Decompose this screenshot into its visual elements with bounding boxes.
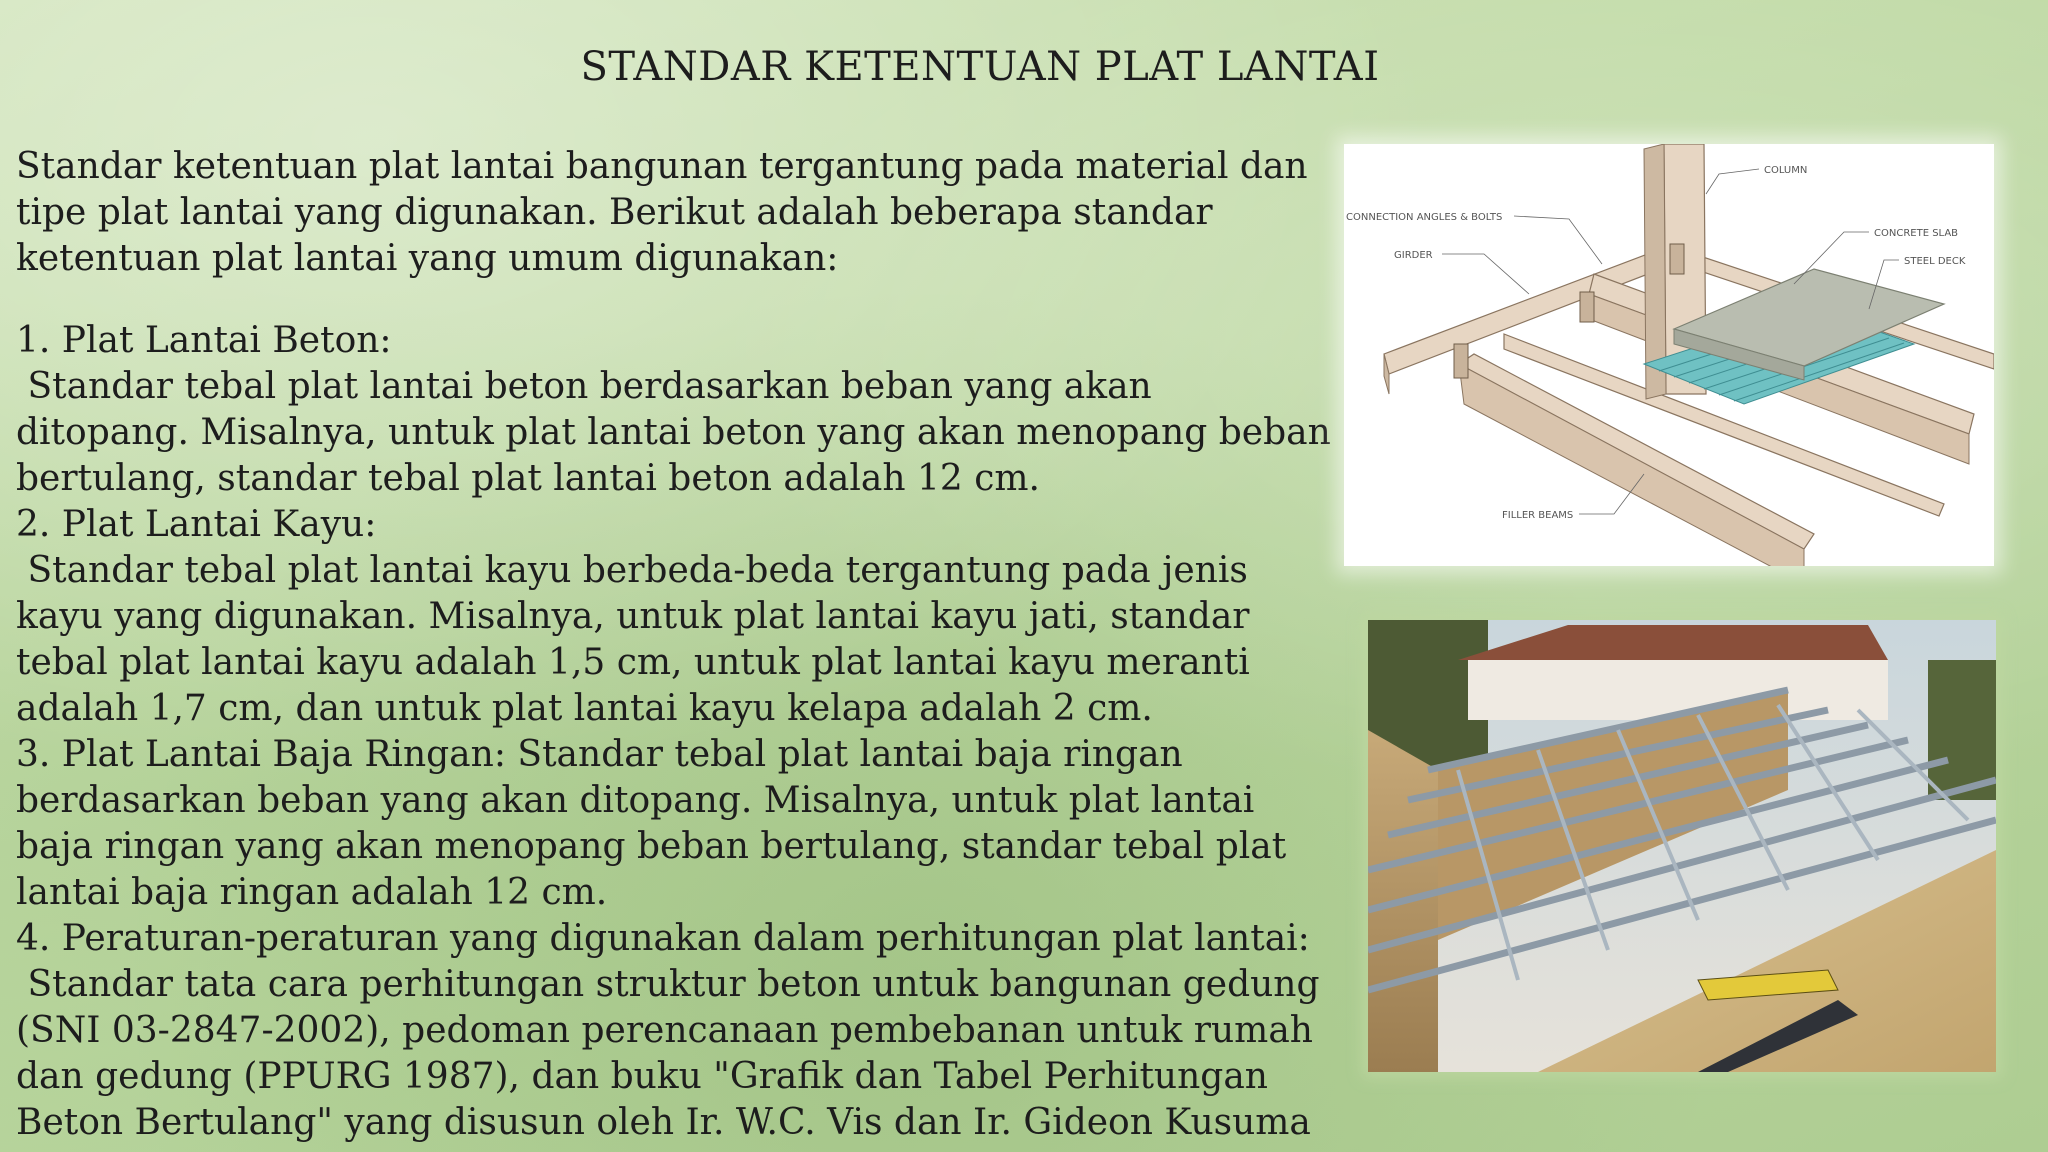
section-1-heading: 1. Plat Lantai Beton: <box>16 320 392 361</box>
bolt-plate-2 <box>1580 292 1594 322</box>
section-1 <box>16 318 1343 502</box>
slide-title: STANDAR KETENTUAN PLAT LANTAI <box>580 44 1380 90</box>
section-1-body: Standar tebal plat lantai beton berdasarkan beban yang akan ditopang. Misalnya, untuk plat lantai beton yang akan menopang beban bertulang, standar tebal plat lantai beton adalah 12 cm. <box>16 366 1343 499</box>
label-connection: CONNECTION ANGLES & BOLTS <box>1346 212 1503 223</box>
bolt-plate-1 <box>1454 344 1468 378</box>
intro-paragraph: Standar ketentuan plat lantai bangunan tergantung pada material dan tipe plat lantai yang digunakan. Berikut adalah beberapa standar ketentuan plat lantai yang umum digunakan: <box>16 146 1320 279</box>
bolt-plate-3 <box>1670 244 1684 274</box>
section-2 <box>16 502 1336 732</box>
photo-trees-right <box>1928 660 1996 800</box>
section-3 <box>16 732 1336 916</box>
label-concrete-slab: CONCRETE SLAB <box>1874 228 1959 239</box>
section-2-heading: 2. Plat Lantai Kayu: <box>16 504 377 545</box>
section-3-body: Standar tebal plat lantai baja ringan berdasarkan beban yang akan ditopang. Misalnya, untuk plat lantai baja ringan yang akan menopang beban bertulang, standar tebal plat lantai baja ringan adalah 12 cm. <box>16 734 1298 913</box>
label-girder: GIRDER <box>1394 250 1433 261</box>
body-text <box>16 144 1343 1146</box>
spacer <box>16 282 1336 318</box>
section-2-body: Standar tebal plat lantai kayu berbeda-beda tergantung pada jenis kayu yang digunakan. Misalnya, untuk plat lantai kayu jati, standar tebal plat lantai kayu adalah 1,5 cm, untuk plat lantai kayu meranti adalah 1,7 cm, dan untuk plat lantai kayu kelapa adalah 2 cm. <box>16 550 1262 729</box>
section-3-heading: 3. Plat Lantai Baja Ringan: <box>16 734 506 775</box>
diagram-svg <box>1344 144 1994 566</box>
floor-structure-diagram <box>1344 144 1994 566</box>
section-4-body: Standar tata cara perhitungan struktur beton untuk bangunan gedung (SNI 03-2847-2002), pedoman perencanaan pembebanan untuk rumah dan gedung (PPURG 1987), dan buku "Grafik dan Tabel Perhitungan Beton Bertulang" yang disusun oleh Ir. W.C. Vis dan Ir. Gideon Kusuma <box>16 964 1331 1143</box>
section-4 <box>16 916 1336 1146</box>
label-steel-deck: STEEL DECK <box>1904 256 1966 267</box>
section-4-heading: 4. Peraturan-peraturan yang digunakan dalam perhitungan plat lantai: <box>16 918 1310 959</box>
construction-photo <box>1368 620 1996 1072</box>
photo-svg <box>1368 620 1996 1072</box>
label-column: COLUMN <box>1764 165 1808 176</box>
label-filler-beams: FILLER BEAMS <box>1502 510 1574 521</box>
